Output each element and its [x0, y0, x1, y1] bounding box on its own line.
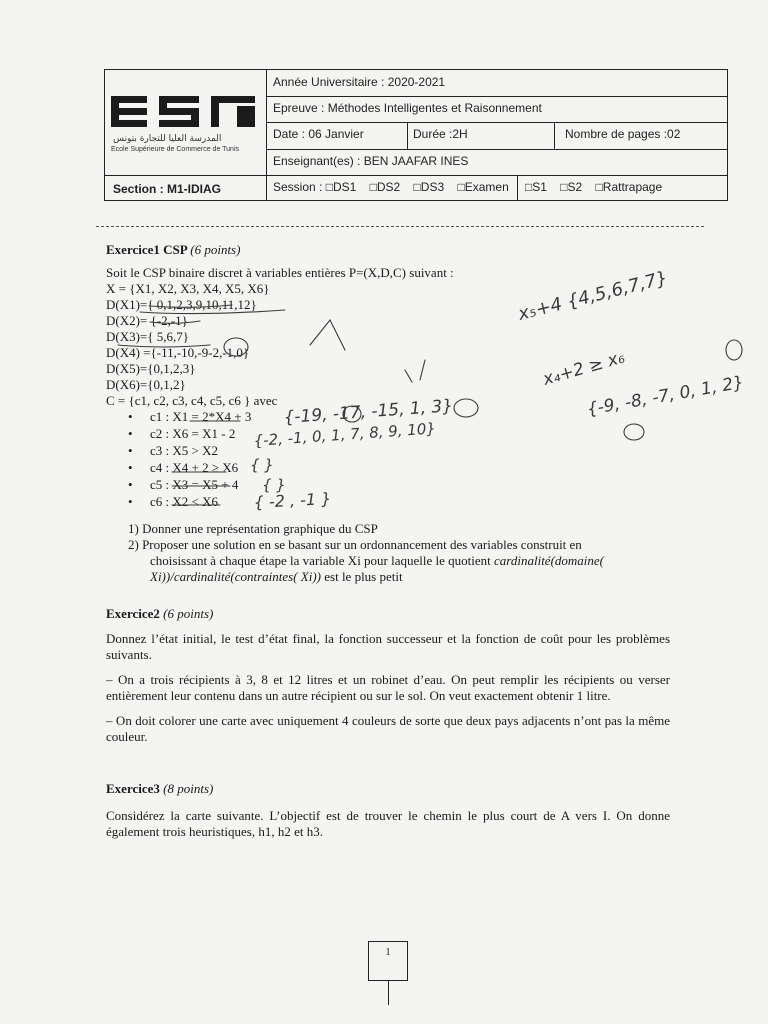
exercise1-intro: Soit le CSP binaire discret à variables entières P=(X,D,C) suivant : — [106, 265, 454, 280]
exam-header-table — [104, 69, 728, 201]
handwritten-note-8: { -2 , -1 } — [253, 488, 332, 512]
handwritten-note-4: {-19, -17, -15, 1, 3} — [282, 396, 454, 428]
domain-x6: D(X6)={0,1,2} — [106, 377, 186, 392]
exercise3-text: Considérez la carte suivante. L’objectif est de trouver le chemin le plus court de A vers I. On donne également trois heuristiques, h1, h2 et h3. — [106, 808, 670, 839]
constraints-set: C = {c1, c2, c3, c4, c5, c6 } avec — [106, 393, 278, 408]
exam-duration: Durée :2H — [413, 127, 468, 141]
question-2-line2: choisissant à chaque étape la variable Xi pour laquelle le quotient cardinalité(domaine( — [150, 553, 605, 568]
semester-options: □S1 □S2 □Rattrapage — [525, 180, 663, 194]
logo-french-text: Ecole Supérieure de Commerce de Tunis — [111, 146, 240, 153]
constraint-c1: c1 : X1 = 2*X4 + 3 — [150, 409, 252, 424]
session-options: Session : □DS1 □DS2 □DS3 □Examen — [273, 180, 509, 194]
handwritten-note-7: { } — [262, 476, 286, 494]
teacher: Enseignant(es) : BEN JAAFAR INES — [273, 154, 469, 168]
page-number-box — [368, 941, 408, 981]
exercise2-problem-water: – On a trois récipients à 3, 8 et 12 litres et un robinet d’eau. On peut remplir les récipients ou verser entièrement leur contenu dans un autre récipient ou sur le sol. On veut exactement obtenir 1 litre. — [106, 672, 670, 703]
constraint-c5: c5 : X3 = X5 + 4 — [150, 477, 239, 492]
logo-arabic-text: المدرسة العليا للتجارة بتونس — [113, 134, 222, 144]
separator-line — [96, 226, 704, 227]
academic-year: Année Universitaire : 2020-2021 — [273, 75, 446, 89]
exam-subject: Epreuve : Méthodes Intelligentes et Raisonnement — [273, 101, 542, 115]
domain-x4: D(X4) ={-11,-10,-9-2,-1,0} — [106, 345, 250, 360]
question-2-line3: Xi))/cardinalité(contraintes( Xi)) est le plus petit — [150, 569, 403, 584]
constraint-c2: c2 : X6 = X1 - 2 — [150, 426, 236, 441]
exercise3-title: Exercice3 (8 points) — [106, 781, 214, 796]
esc-logo-icon — [109, 94, 259, 130]
section: Section : M1-IDIAG — [105, 175, 267, 201]
exercise2-problem-coloring: – On doit colorer une carte avec uniquement 4 couleurs de sorte que deux pays adjacents n’ont pas la même couleur. — [106, 713, 670, 744]
csp-variables: X = {X1, X2, X3, X4, X5, X6} — [106, 281, 270, 296]
handwritten-note-5: {-2, -1, 0, 1, 7, 8, 9, 10} — [253, 419, 437, 450]
constraint-c4: c4 : X4 + 2 ≥ X6 — [150, 460, 239, 475]
school-logo — [105, 70, 267, 175]
exam-date: Date : 06 Janvier — [273, 127, 364, 141]
constraint-c6: c6 : X2 < X6 — [150, 494, 218, 509]
exercise1-title: Exercice1 CSP (6 points) — [106, 242, 241, 257]
handwritten-note-3: {-9, -8, -7, 0, 1, 2} — [585, 372, 746, 420]
constraint-c3: c3 : X5 > X2 — [150, 443, 218, 458]
domain-x1: D(X1)={ 0,1,2,3,9,10,11,12} — [106, 297, 257, 312]
page-number: 1 — [385, 947, 391, 958]
domain-x3: D(X3)={ 5,6,7} — [106, 329, 189, 344]
page-count: Nombre de pages :02 — [565, 127, 681, 141]
domain-x2: D(X2)= {-2,-1} — [106, 313, 188, 328]
handwritten-note-6: { } — [250, 456, 274, 474]
handwritten-note-2: x₄+2 ≥ x₆ — [540, 347, 628, 390]
question-2-line1: 2) Proposer une solution en se basant sur un ordonnancement des variables construit en — [128, 537, 582, 552]
exercise2-title: Exercice2 (6 points) — [106, 606, 214, 621]
question-1: 1) Donner une représentation graphique du CSP — [128, 521, 378, 536]
handwritten-note-1: x₅+4 {4,5,6,7,7} — [516, 267, 670, 325]
domain-x5: D(X5)={0,1,2,3} — [106, 361, 196, 376]
exam-page: المدرسة العليا للتجارة بتونس Ecole Supérieure de Commerce de Tunis Année Universitaire : 2020-2021 Epreuve : Méthodes Intelligentes et Raisonnement Date : 06 Janvier Durée :2H Nombre de pages :02 Enseignant(es) : BEN JAAFAR INES Section : M1-IDIAG Session : □DS1 □DS2 □DS3 □Examen □S1 □S2 □Rattrapage Exercice1 CSP (6 points) Soit le CSP binaire discret à variables entières P=(X,D,C) suivant : X = {X1, X2, X3, X4, X5, X6} D(X1)={ 0,1,2,3,9,10,11,12} D(X2)= {-2,-1} D(X3)={ 5,6,7} D(X4) ={-11,-10,-9-2,-1,0} D(X5)={0,1,2,3} D(X6)={0,1,2} C = {c1, c2, c3, c4, c5, c6 } avec • c1 : X1 = 2*X4 + 3 • c2 : X6 = X1 - 2 • c3 : X5 > X2 • c4 : X4 + 2 ≥ X6 • c5 : X3 = X5 + 4 • c6 : X2 < X6 1) Donner une représentation graphique du CSP 2) Proposer une solution en se basant sur un ordonnancement des variables construit en choisissant à chaque étape la variable Xi pour laquelle le quotient cardinalité(domaine( Xi))/cardinalité(contraintes( Xi)) est le plus petit Exercice2 (6 points) Donnez l’état initial, le test d’état final, la fonction successeur et la fonction de coût pour les problèmes suivants. – On a trois récipients à 3, 8 et 12 litres et un robinet d’eau. On peut remplir les récipients ou verser entièrement leur contenu dans un autre récipient ou sur le sol. On veut exactement obtenir 1 litre. – On doit colorer une carte avec uniquement 4 couleurs de sorte que deux pays adjacents n’ont pas la même couleur. Exercice3 (8 points) Considérez la carte suivante. L’objectif est de trouver le chemin le plus court de A vers I. On donne également trois heuristiques, h1, h2 et h3. x₅+4 {4,5,6,7,7} x₄+2 ≥ x₆ {-9, -8, -7, 0, 1, 2} {-19, -17, -15, 1, 3} {-2, -1, 0, 1, 7, 8, 9, 10} { } { } { -2 , -1 } 1 — [0, 0, 768, 1024]
exercise2-instructions: Donnez l’état initial, le test d’état final, la fonction successeur et la fonction de coût pour les problèmes suivants. — [106, 631, 670, 662]
